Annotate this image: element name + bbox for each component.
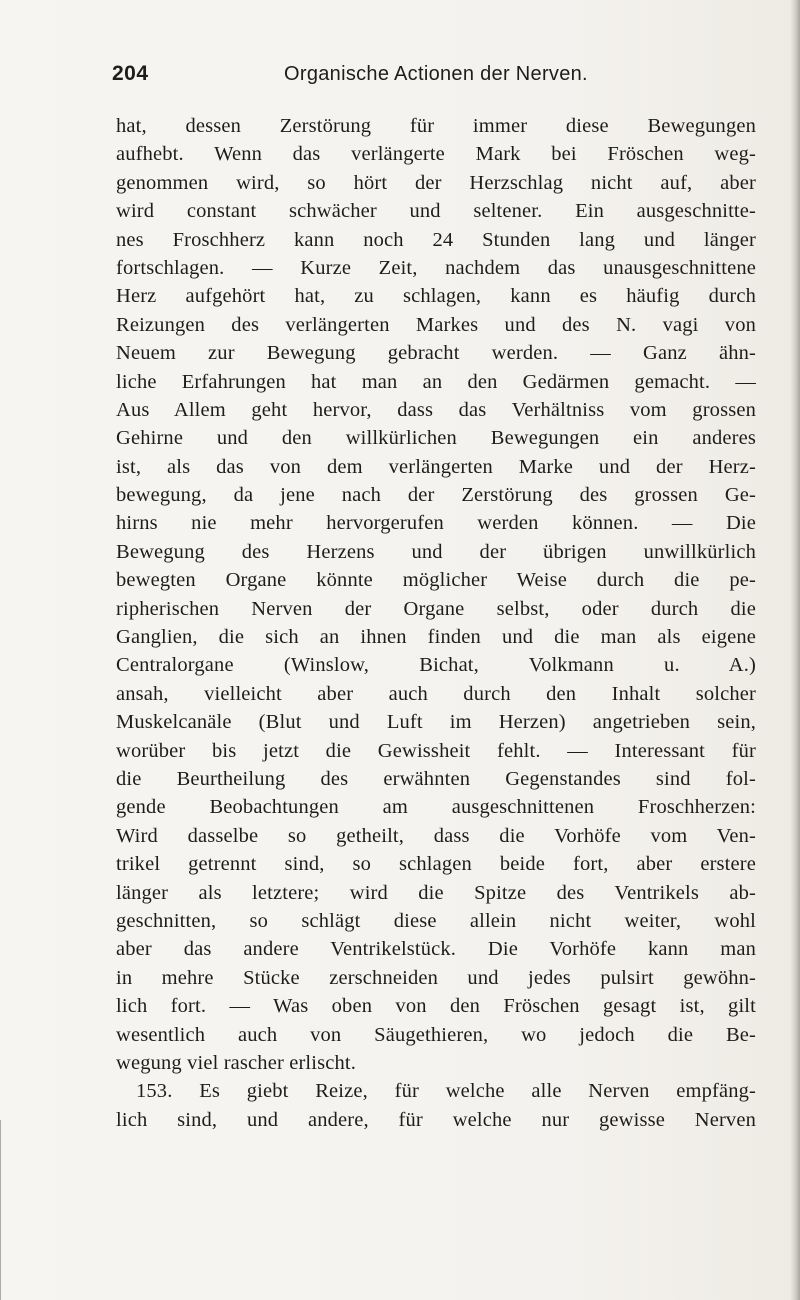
text-line: Wird dasselbe so getheilt, dass die Vorhöfe vom Ven-: [116, 824, 756, 847]
text-line: ansah, vielleicht aber auch durch den Inhalt solcher: [116, 682, 756, 705]
text-line: liche Erfahrungen hat man an den Gedärmen gemacht. —: [116, 370, 756, 393]
text-line: bewegten Organe könnte möglicher Weise durch die pe-: [116, 569, 756, 592]
body-text: [116, 112, 756, 1134]
text-line-paragraph-start: 153. Es giebt Reize, für welche alle Nerven empfäng-: [136, 1080, 756, 1103]
text-line: Herz aufgehört hat, zu schlagen, kann es häufig durch: [116, 285, 756, 308]
text-line: Centralorgane (Winslow, Bichat, Volkmann u. A.): [116, 654, 756, 677]
page-header: [112, 62, 732, 92]
text-line: lich sind, und andere, für welche nur gewisse Nerven: [116, 1108, 756, 1131]
text-line: gende Beobachtungen am ausgeschnittenen Froschherzen:: [116, 796, 756, 819]
text-line: ist, als das von dem verlängerten Marke und der Herz-: [116, 455, 756, 478]
text-line: Neuem zur Bewegung gebracht werden. — Ganz ähn-: [116, 342, 756, 365]
text-line: fortschlagen. — Kurze Zeit, nachdem das unausgeschnittene: [116, 256, 756, 279]
text-line: bewegung, da jene nach der Zerstörung des grossen Ge-: [116, 484, 756, 507]
text-line: nes Froschherz kann noch 24 Stunden lang und länger: [116, 228, 756, 251]
text-line: Ganglien, die sich an ihnen finden und die man als eigene: [116, 626, 756, 649]
text-line: ripherischen Nerven der Organe selbst, oder durch die: [116, 597, 756, 620]
text-line: geschnitten, so schlägt diese allein nicht weiter, wohl: [116, 909, 756, 932]
text-line: Reizungen des verlängerten Markes und des N. vagi von: [116, 313, 756, 336]
text-line: genommen wird, so hört der Herzschlag nicht auf, aber: [116, 171, 756, 194]
text-line: die Beurtheilung des erwähnten Gegenstandes sind fol-: [116, 767, 756, 790]
text-line: hat, dessen Zerstörung für immer diese Bewegungen: [116, 115, 756, 137]
running-head: Organische Actionen der Nerven.: [284, 63, 588, 85]
text-line: Bewegung des Herzens und der übrigen unwillkürlich: [116, 540, 756, 563]
page-number: 204: [112, 62, 149, 85]
text-line: trikel getrennt sind, so schlagen beide fort, aber erstere: [116, 853, 756, 876]
text-line: aufhebt. Wenn das verlängerte Mark bei Fröschen weg-: [116, 143, 756, 166]
text-line: Gehirne und den willkürlichen Bewegungen ein anderes: [116, 427, 756, 450]
text-line: in mehre Stücke zerschneiden und jedes pulsirt gewöhn-: [116, 966, 756, 989]
text-line: hirns nie mehr hervorgerufen werden können. — Die: [116, 512, 756, 535]
text-line: aber das andere Ventrikelstück. Die Vorhöfe kann man: [116, 938, 756, 961]
binding-line: [0, 1120, 15, 1300]
text-line: Muskelcanäle (Blut und Luft im Herzen) angetrieben sein,: [116, 711, 756, 734]
text-line: Aus Allem geht hervor, dass das Verhältniss vom grossen: [116, 398, 756, 421]
text-line: worüber bis jetzt die Gewissheit fehlt. — Interessant für: [116, 739, 756, 762]
page-edge-shadow: [790, 0, 800, 1300]
text-line: wird constant schwächer und seltener. Ein ausgeschnitte-: [116, 200, 756, 223]
text-line: wesentlich auch von Säugethieren, wo jedoch die Be-: [116, 1023, 756, 1046]
text-line: wegung viel rascher erlischt.: [116, 1051, 357, 1074]
text-line: lich fort. — Was oben von den Fröschen gesagt ist, gilt: [116, 995, 756, 1018]
text-line: länger als letztere; wird die Spitze des Ventrikels ab-: [116, 881, 756, 904]
